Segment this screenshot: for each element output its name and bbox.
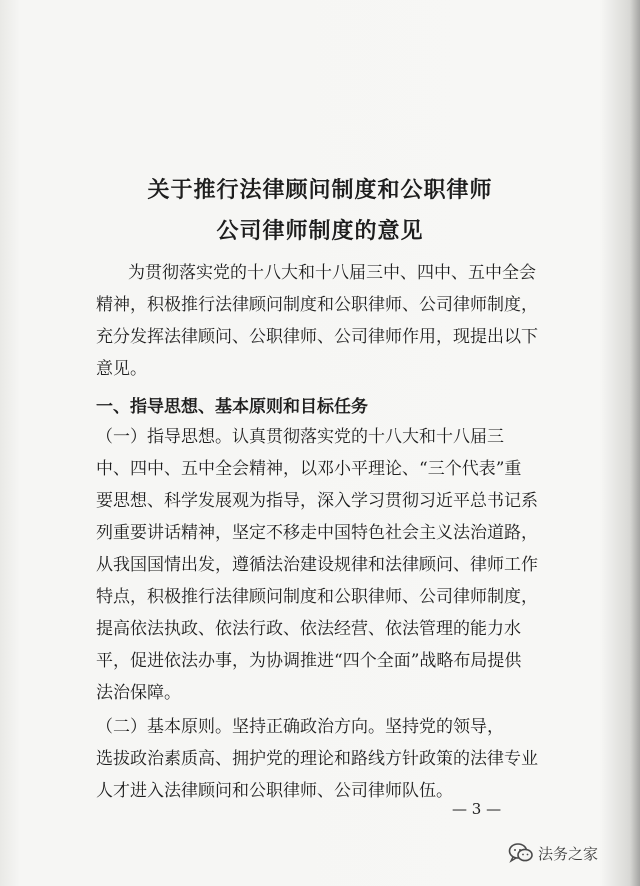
item1-line-2: 中、四中、五中全会精神，以邓小平理论、“三个代表”重 <box>96 459 522 479</box>
intro-line-4: 意见。 <box>96 359 147 379</box>
item1-line-6: 特点，积极推行法律顾问制度和公职律师、公司律师制度， <box>96 587 538 607</box>
intro-line-2: 精神，积极推行法律顾问制度和公职律师、公司律师制度， <box>96 295 538 315</box>
page-number: — 3 — <box>452 800 502 818</box>
item1-line-4: 列重要讲话精神，坚定不移走中国特色社会主义法治道路， <box>96 523 538 543</box>
wechat-chat-bubbles-icon <box>508 842 534 864</box>
item1-line-5: 从我国国情出发，遵循法治建设规律和法律顾问、律师工作 <box>96 555 538 575</box>
item1-line-8: 平，促进依法办事，为协调推进“四个全面”战略布局提供 <box>96 651 522 671</box>
watermark <box>508 842 598 864</box>
intro-line-1: 为贯彻落实党的十八大和十八届三中、四中、五中全会 <box>128 263 536 283</box>
document-title-line-1: 关于推行法律顾问制度和公职律师 <box>147 178 493 203</box>
item2-line-2: 选拔政治素质高、拥护党的理论和路线方针政策的法律专业 <box>96 749 538 769</box>
section-heading: 一、指导思想、基本原则和目标任务 <box>96 397 368 417</box>
page-edge-shadow <box>630 0 640 886</box>
item1-line-9: 法治保障。 <box>96 683 181 703</box>
item2-line-3: 人才进入法律顾问和公职律师、公司律师队伍。 <box>96 781 453 801</box>
item1-line-3: 要思想、科学发展观为指导，深入学习贯彻习近平总书记系 <box>96 491 538 511</box>
document-title-line-2: 公司律师制度的意见 <box>216 219 424 244</box>
item1-line-7: 提高依法执政、依法行政、依法经营、依法管理的能力水 <box>96 619 521 639</box>
item1-line-1: （一）指导思想。认真贯彻落实党的十八大和十八届三 <box>96 427 504 447</box>
watermark-label: 法务之家 <box>538 844 599 863</box>
item2-line-1: （二）基本原则。坚持正确政治方向。坚持党的领导， <box>96 717 504 737</box>
intro-line-3: 充分发挥法律顾问、公职律师、公司律师作用，现提出以下 <box>96 327 538 347</box>
